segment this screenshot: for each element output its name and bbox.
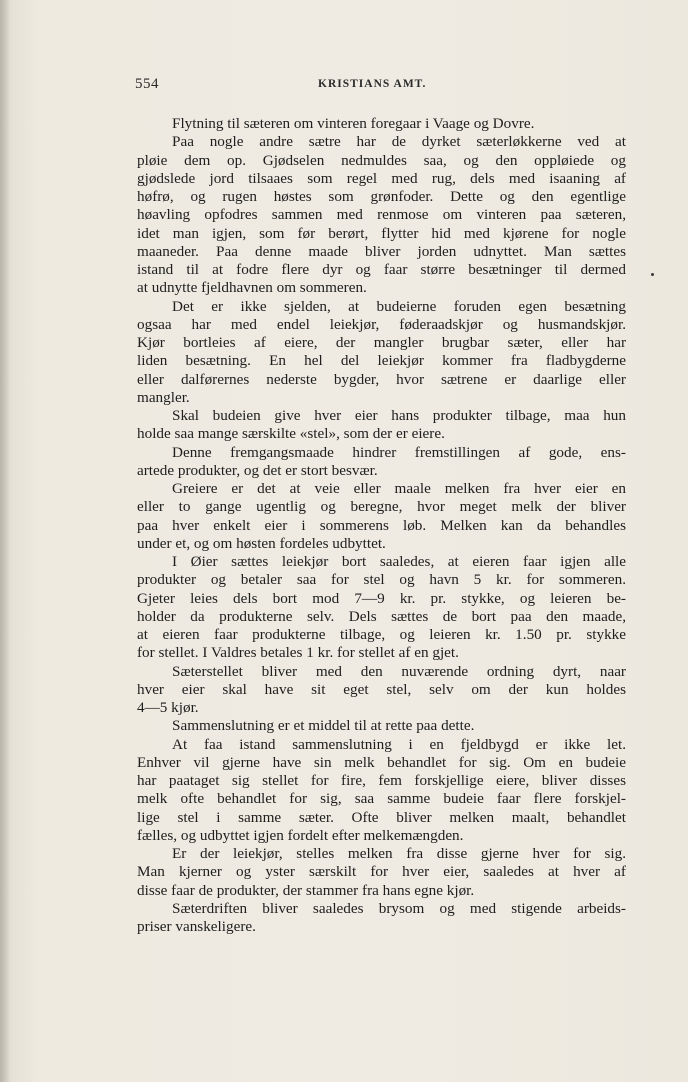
text-line: at eieren faar produkterne tilbage, og leieren kr. 1.50 pr. stykke [137, 626, 626, 643]
text-line: under et, og om høsten fordeles udbyttet. [137, 534, 386, 552]
text-line: høfrø, og rugen høstes som grønfoder. Dette og den egentlige [137, 188, 626, 205]
text-line: 4—5 kjør. [137, 699, 199, 716]
text-line: melk ofte behandlet for sig, saa samme budeie faar flere forskjel- [137, 790, 626, 808]
text-line: istand til at fodre flere dyr og faar større besætninger til dermed [137, 261, 626, 278]
text-line: Er der leiekjør, stelles melken fra disse gjerne hver for sig. [172, 845, 626, 862]
body-text [137, 115, 626, 936]
text-line: har paataget sig stellet for fire, fem forskjellige eiere, bliver disses [137, 772, 626, 789]
page-number: 554 [135, 76, 159, 92]
text-line: pløie dem op. Gjødselen nedmuldes saa, og den oppløiede og [137, 151, 626, 169]
text-line: idet man igjen, som før berørt, flytter hid med kjørene for nogle [137, 224, 626, 242]
text-line: mangler. [137, 388, 190, 406]
text-line: Man kjerner og yster særskilt for hver eier, saaledes at hver af [137, 863, 626, 881]
text-line: priser vanskeligere. [137, 918, 256, 935]
text-line: Flytning til sæteren om vinteren foregaar i Vaage og Dovre. [172, 115, 535, 132]
text-line: holder da produkterne selv. Dels sættes de bort paa den maade, [137, 607, 626, 625]
paragraph [137, 553, 626, 663]
paragraph [137, 444, 626, 481]
text-line: Sæterdriften bliver saaledes brysom og med stigende arbeids- [172, 899, 626, 917]
text-line: Enhver vil gjerne have sin melk behandlet for sig. Om en budeie [137, 753, 626, 771]
text-line: liden besætning. En hel del leiekjør kommer fra fladbygderne [137, 352, 626, 370]
text-line: gjødslede jord tilsaaes som regel med rug, dels med isaaning af [137, 169, 626, 187]
text-line: fælles, og udbyttet igjen fordelt efter melkemængden. [137, 826, 464, 844]
text-line: Kjør bortleies af eiere, der mangler brugbar sæter, eller har [137, 334, 626, 351]
text-line: at udnytte fjeldhavnen om sommeren. [137, 279, 367, 297]
paragraph [137, 407, 626, 444]
text-line: At faa istand sammenslutning i en fjeldbygd er ikke let. [172, 735, 626, 753]
text-line: Denne fremgangsmaade hindrer fremstillingen af gode, ens- [172, 443, 626, 461]
paragraph [137, 480, 626, 553]
text-line: hver eier skal have sit eget stel, selv om der kun holdes [137, 680, 626, 698]
paragraph [137, 115, 626, 133]
text-line: høavling opfodres sammen med renmose om vinteren paa sæteren, [137, 206, 626, 224]
paragraph [137, 133, 626, 297]
paragraph [137, 845, 626, 900]
gutter-shadow [0, 0, 10, 1082]
paragraph [137, 900, 626, 937]
text-line: eller dalførernes nederste bygder, hvor sætrene er daarlige eller [137, 370, 626, 388]
paragraph [137, 736, 626, 846]
text-line: paa hver enkelt eier i sommerens løb. Melken kan da behandles [137, 516, 626, 534]
text-line: lige stel i samme sæter. Ofte bliver melken maalt, behandlet [137, 808, 626, 826]
print-speck [651, 273, 654, 276]
text-line: Sæterstellet bliver med den nuværende ordning dyrt, naar [172, 662, 626, 680]
text-line: produkter og betaler saa for stel og havn 5 kr. for sommeren. [137, 571, 626, 589]
paragraph [137, 298, 626, 408]
text-line: eller to gange ugentlig og beregne, hvor meget melk der bliver [137, 498, 626, 516]
paragraph [137, 663, 626, 718]
text-line: maaneder. Paa denne maade bliver jorden udnyttet. Man sættes [137, 242, 626, 260]
running-head: KRISTIANS AMT. [318, 78, 427, 90]
text-line: Det er ikke sjelden, at budeierne foruden egen besætning [172, 297, 626, 315]
text-line: disse faar de produkter, der stammer fra hans egne kjør. [137, 881, 475, 899]
text-line: Paa nogle andre sætre har de dyrket sæterløkkerne ved at [172, 133, 626, 151]
text-line: for stellet. I Valdres betales 1 kr. for stellet af en gjet. [137, 644, 459, 662]
text-line: Sammenslutning er et middel til at rette paa dette. [172, 717, 475, 735]
paragraph [137, 717, 626, 735]
text-line: Greiere er det at veie eller maale melken fra hver eier en [172, 480, 626, 497]
text-line: holde saa mange særskilte «stel», som der er eiere. [137, 425, 445, 443]
text-line: artede produkter, og det er stort besvær. [137, 461, 378, 479]
text-line: ogsaa har med endel leiekjør, føderaadskjør og husmandskjør. [137, 315, 626, 333]
text-line: I Øier sættes leiekjør bort saaledes, at eieren faar igjen alle [172, 553, 626, 570]
text-line: Skal budeien give hver eier hans produkter tilbage, maa hun [172, 407, 626, 424]
page-header [135, 76, 625, 96]
text-line: Gjeter leies dels bort mod 7—9 kr. pr. stykke, og leieren be- [137, 589, 626, 607]
